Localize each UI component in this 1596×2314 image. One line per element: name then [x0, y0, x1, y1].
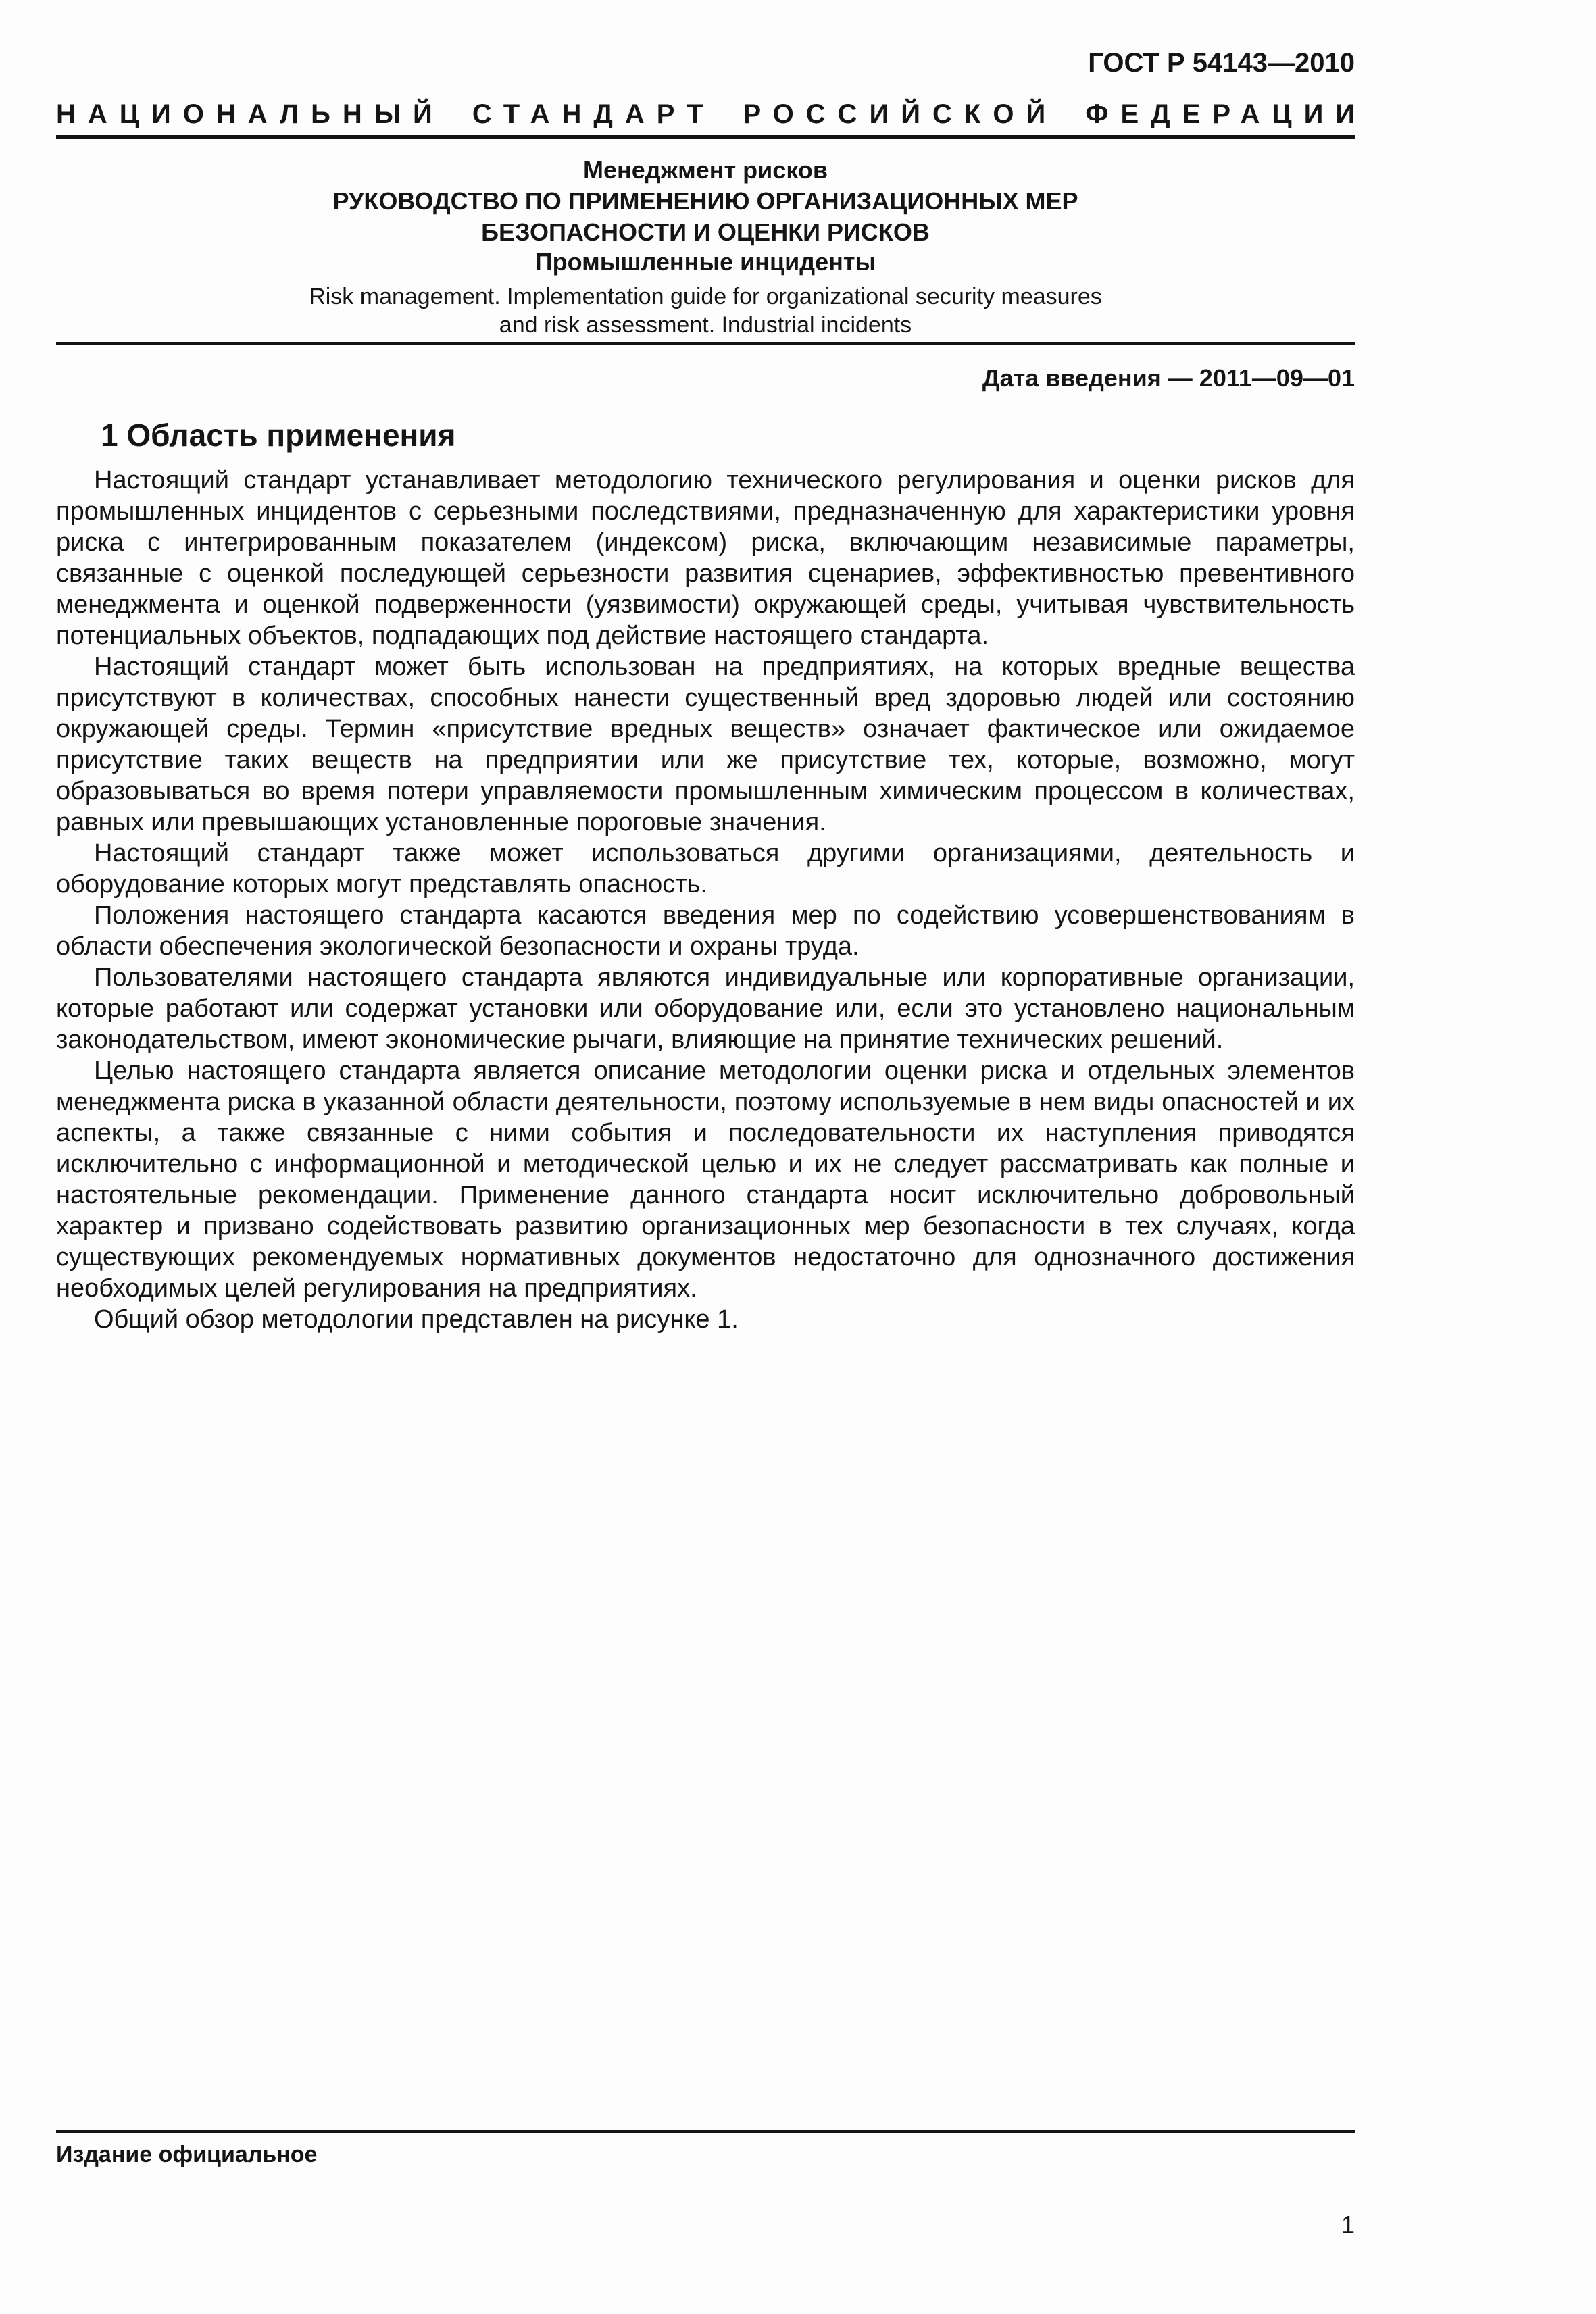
effective-date: Дата введения — 2011—09—01: [982, 364, 1355, 392]
paragraph: Общий обзор методологии представлен на рисунке 1.: [94, 1305, 739, 1334]
section-heading: 1 Область применения: [101, 418, 456, 453]
content-column: [56, 0, 1368, 1335]
title-rule: [56, 342, 1355, 345]
standard-banner: НАЦИОНАЛЬНЫЙ СТАНДАРТ РОССИЙСКОЙ ФЕДЕРАЦИИ: [56, 99, 1368, 129]
title-english: Risk management. Implementation guide for organizational security measures and risk assessment. Industrial incidents: [309, 284, 1102, 338]
page-number: 1: [1341, 2211, 1355, 2238]
section-body: [56, 465, 1355, 1335]
header-rule: [56, 135, 1355, 139]
title-main-line-2: БЕЗОПАСНОСТИ И ОЦЕНКИ РИСКОВ: [481, 218, 930, 246]
footer-rule: [56, 2130, 1355, 2133]
title-main-line-3: Промышленные инциденты: [534, 248, 876, 276]
title-subject: Менеджмент рисков: [583, 156, 828, 184]
doc-code: ГОСТ Р 54143—2010: [1088, 48, 1355, 78]
paragraph: Настоящий стандарт устанавливает методологию технического регулирования и оценки рисков для промышленных инцидентов с серьезными последствиями, предназначенную для характеристики уровня риска с интегрированным показателем (индексом) риска, включающим независимые параметры, связанные с оценкой последующей серьезности развития сценариев, эффективностью превентивного менеджмента и оценкой подверженности (уязвимости) окружающей среды, учитывая чувствительность потенциальных объектов, подпадающих под действие настоящего стандарта.: [56, 466, 1355, 650]
paragraph: Настоящий стандарт может быть использован на предприятиях, на которых вредные вещества присутствуют в количествах, способных нанести существенный вред здоровью людей или состоянию окружающей среды. Термин «присутствие вредных веществ» означает фактическое или ожидаемое присутствие таких веществ на предприятии или же присутствие тех, которые, возможно, могут образовываться во время потери управляемости промышленным химическим процессом в количествах, равных или превышающих установленные пороговые значения.: [56, 653, 1355, 836]
paragraph: Положения настоящего стандарта касаются введения мер по содействию усовершенствованиям в области обеспечения экологической безопасности и охраны труда.: [56, 901, 1355, 961]
paragraph: Пользователями настоящего стандарта являются индивидуальные или корпоративные организации, которые работают или содержат установки или оборудование или, если это установлено национальным законодательством, имеют экономические рычаги, влияющие на принятие технических решений.: [56, 963, 1355, 1054]
edition-note: Издание официальное: [56, 2142, 318, 2167]
title-main-line-1: РУКОВОДСТВО ПО ПРИМЕНЕНИЮ ОРГАНИЗАЦИОННЫХ МЕР: [332, 187, 1078, 215]
paragraph: Настоящий стандарт также может использоваться другими организациями, деятельность и оборудование которых могут представлять опасность.: [56, 839, 1355, 899]
paragraph: Целью настоящего стандарта является описание методологии оценки риска и отдельных элементов менеджмента риска в указанной области деятельности, поэтому используемые в нем виды опасностей и их аспекты, а также связанные с ними события и последовательности их наступления приводятся исключительно с информационной и методической целью и их не следует рассматривать как полные и настоятельные рекомендации. Применение данного стандарта носит исключительно добровольный характер и призвано содействовать развитию организационных мер безопасности в тех случаях, когда существующих рекомендуемых нормативных документов недостаточно для однозначного достижения необходимых целей регулирования на предприятиях.: [56, 1057, 1355, 1303]
